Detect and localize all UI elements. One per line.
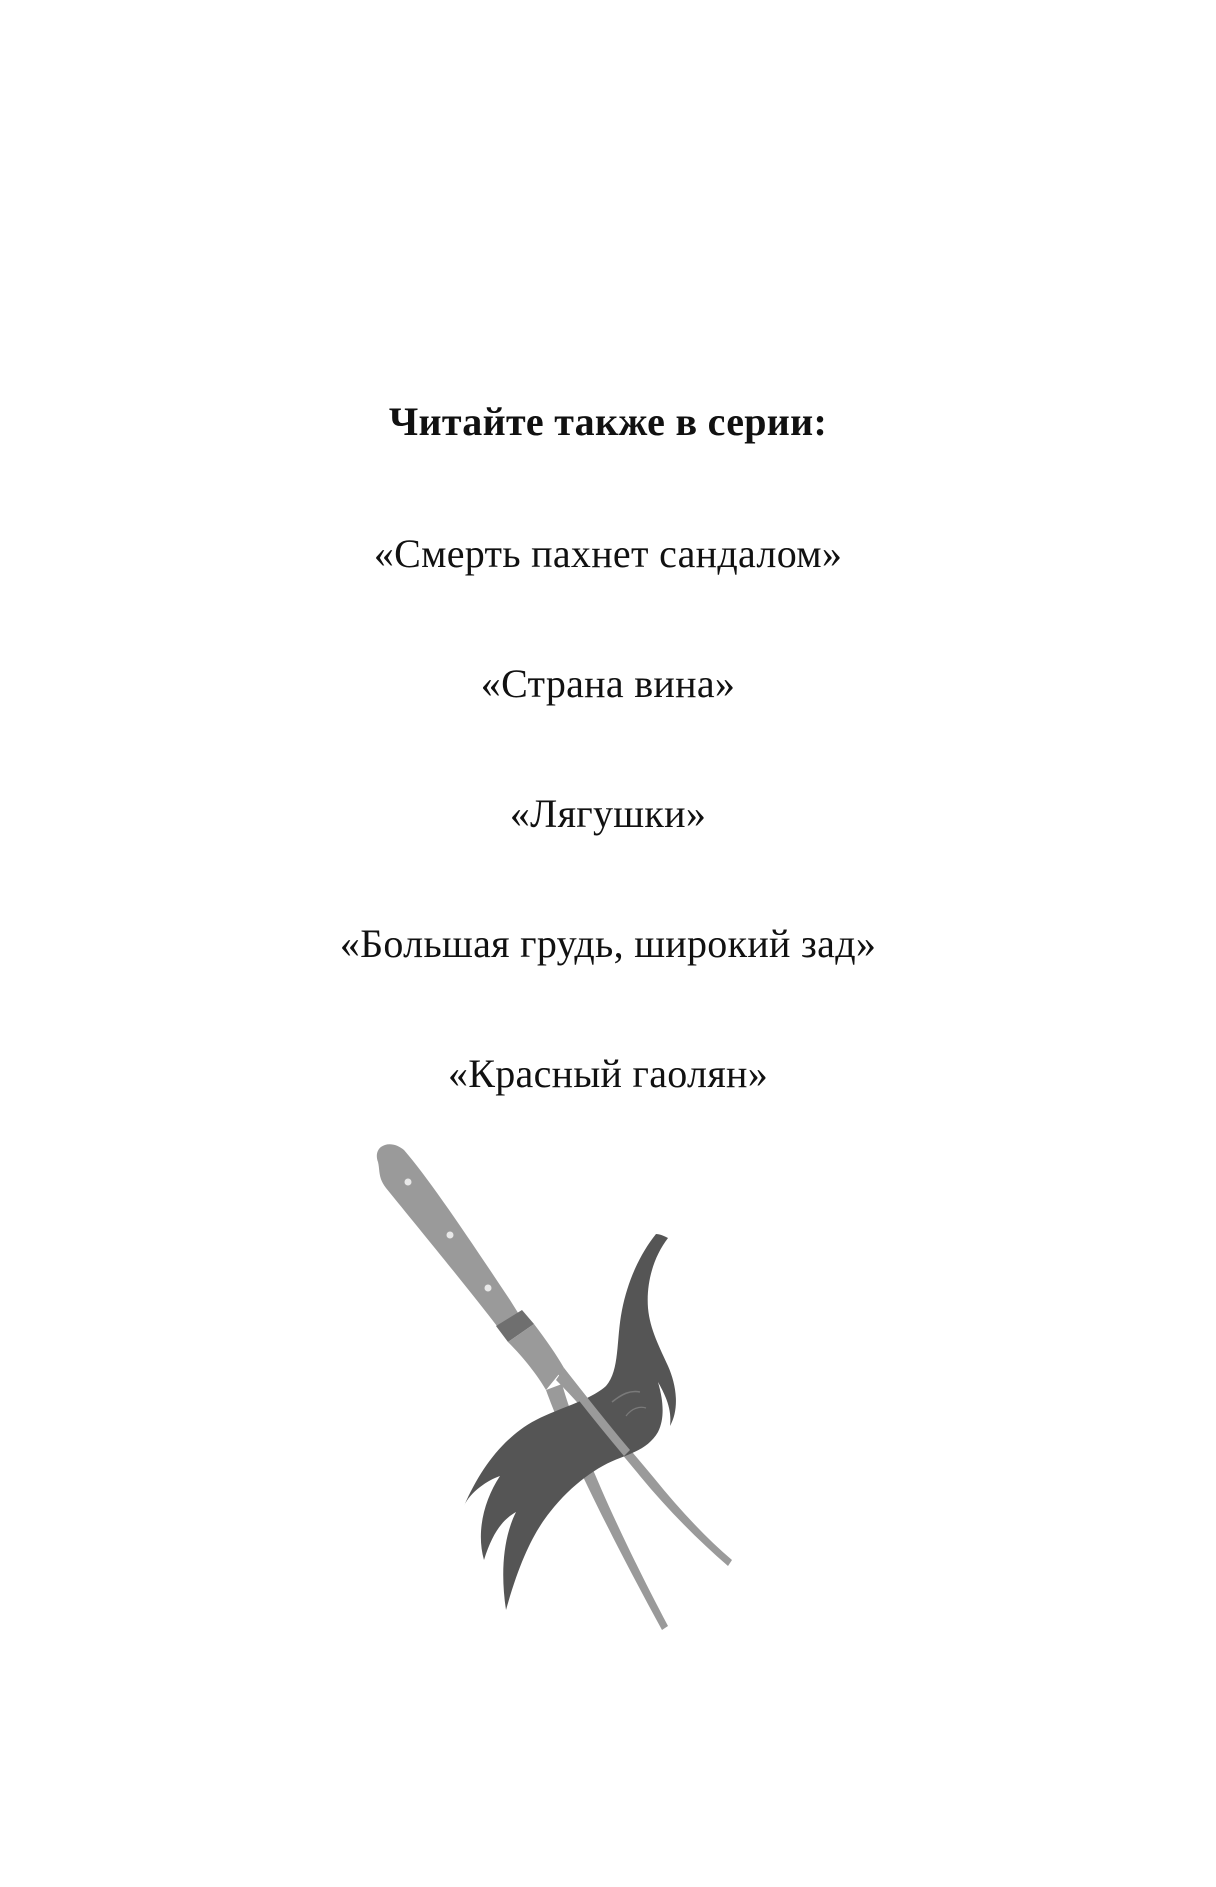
series-title-item: «Красный гаолян» [447,1051,769,1096]
series-heading: Читайте также в серии: [388,399,828,444]
series-title-item: «Страна вина» [480,661,736,706]
rivet [447,1232,454,1239]
carving-fork-with-fish-tail-icon [350,1140,830,1660]
series-title-item: «Лягушки» [509,791,707,836]
rivet [405,1179,412,1186]
rivet [485,1285,492,1292]
series-title-item: «Смерть пахнет сандалом» [373,531,843,576]
series-title-item: «Большая грудь, широкий зад» [339,921,877,966]
